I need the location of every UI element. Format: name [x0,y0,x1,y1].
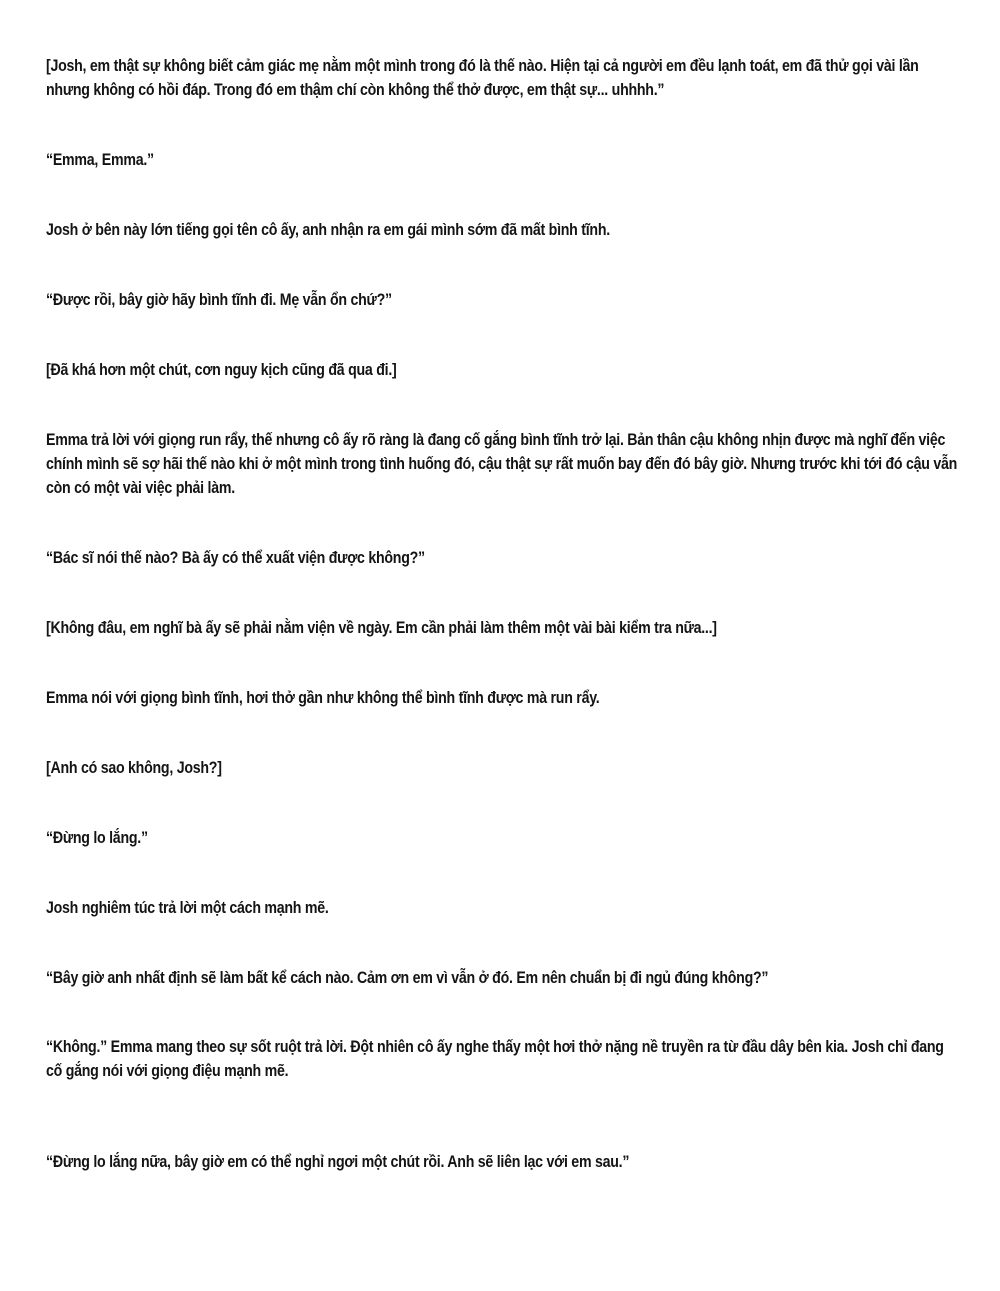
paragraph-2: “Emma, Emma.” [46,151,154,169]
paragraph-15: “Đừng lo lắng nữa, bây giờ em có thể nghỉ ngơi một chút rồi. Anh sẽ liên lạc với em sau.” [46,1153,630,1171]
paragraph-9: Emma nói với giọng bình tĩnh, hơi thở gần như không thể bình tĩnh được mà run rẩy. [46,689,600,707]
paragraph-8: [Không đâu, em nghĩ bà ấy sẽ phải nằm viện về ngày. Em cần phải làm thêm một vài bài kiểm tra nữa...] [46,619,717,637]
paragraph-1: [Josh, em thật sự không biết cảm giác mẹ nằm một mình trong đó là thế nào. Hiện tại cả người em đều lạnh toát, em đã thử gọi vài lần nhưng không có hồi đáp. Trong đó em thậm chí còn không thể thở được, em thật sự... uhhhh.” [46,57,919,99]
paragraph-7: “Bác sĩ nói thế nào? Bà ấy có thể xuất viện được không?” [46,549,425,567]
paragraph-14: “Không.” Emma mang theo sự sốt ruột trả lời. Đột nhiên cô ấy nghe thấy một hơi thở nặng nề truyền ra từ đầu dây bên kia. Josh chỉ đang cố gắng nói với giọng điệu mạnh mẽ. [46,1038,944,1080]
paragraph-13: “Bây giờ anh nhất định sẽ làm bất kể cách nào. Cảm ơn em vì vẫn ở đó. Em nên chuẩn bị đi ngủ đúng không?” [46,969,769,987]
paragraph-11: “Đừng lo lắng.” [46,829,148,847]
paragraph-12: Josh nghiêm túc trả lời một cách mạnh mẽ. [46,899,329,917]
paragraph-3: Josh ở bên này lớn tiếng gọi tên cô ấy, anh nhận ra em gái mình sớm đã mất bình tĩnh. [46,221,610,239]
paragraph-10: [Anh có sao không, Josh?] [46,759,222,777]
paragraph-5: [Đã khá hơn một chút, cơn nguy kịch cũng đã qua đi.] [46,361,397,379]
paragraph-4: “Được rồi, bây giờ hãy bình tĩnh đi. Mẹ vẫn ổn chứ?” [46,291,392,309]
paragraph-6: Emma trả lời với giọng run rẩy, thế nhưng cô ấy rõ ràng là đang cố gắng bình tĩnh trở lại. Bản thân cậu không nhịn được mà nghĩ đến việc chính mình sẽ sợ hãi thế nào khi ở một mình trong tình huống đó, cậu thật sự rất muốn bay đến đó bây giờ. Nhưng trước khi tới đó cậu vẫn còn có một vài việc phải làm. [46,431,958,497]
